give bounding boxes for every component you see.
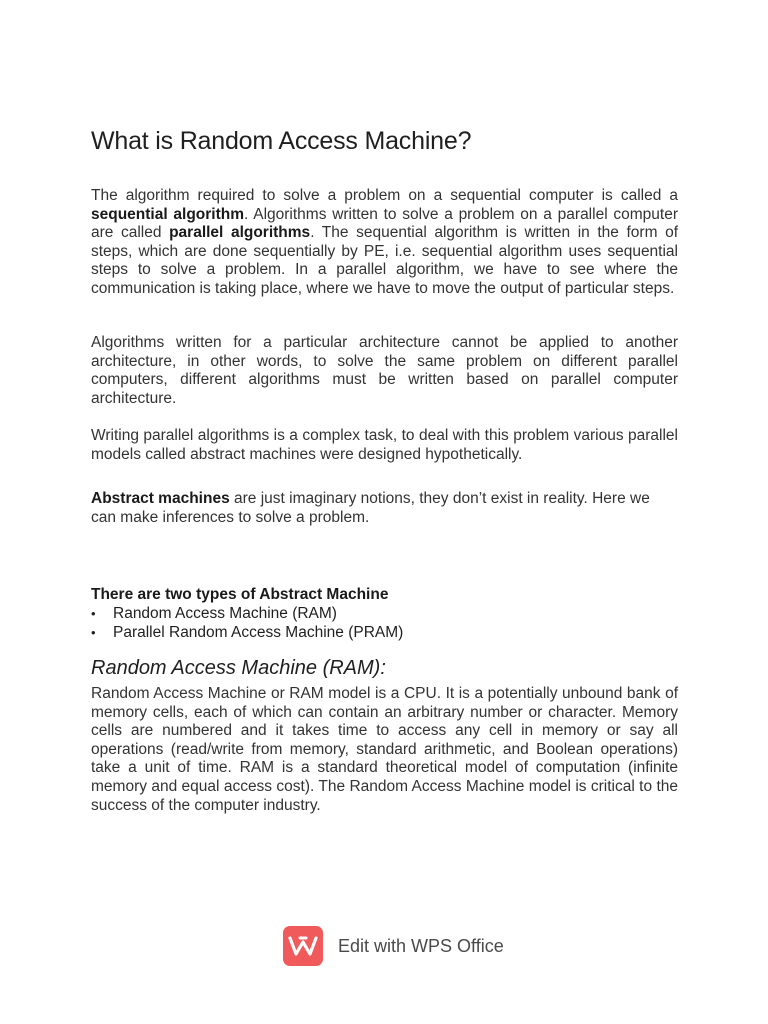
wps-edit-banner[interactable] — [283, 926, 504, 966]
ram-heading: Random Access Machine (RAM): — [91, 657, 386, 679]
types-list — [91, 605, 403, 642]
list-item: • Parallel Random Access Machine (PRAM) — [91, 623, 404, 641]
wps-logo-icon[interactable] — [283, 926, 323, 966]
wps-edit-label[interactable]: Edit with WPS Office — [338, 935, 504, 956]
term-sequential-algorithm: sequential algorithm — [91, 205, 245, 223]
bullet-icon: • — [91, 624, 96, 640]
list-item: • Random Access Machine (RAM) — [91, 605, 337, 622]
abstract-machines-paragraph: Abstract machines are just imaginary notions, they don’t exist in reality. Here we can make inferences to solve a problem. — [91, 490, 650, 526]
page-title: What is Random Access Machine? — [91, 127, 472, 155]
bullet-icon: • — [91, 606, 96, 621]
intro-paragraph: The algorithm required to solve a problem on a sequential computer is called a sequential algorithm. Algorithms written to solve a problem on a parallel computer are called parallel algorithms. The sequential algorithm is written in the form of steps, which are done sequentially by PE, i.e. sequential algorithm uses sequential steps to solve a problem. In a parallel algorithm, we have to see where the communication is taking place, where we have to move the output of particular steps. — [91, 187, 678, 297]
term-abstract-machines: Abstract machines — [91, 490, 230, 507]
wps-w-glyph-icon — [288, 935, 318, 957]
term-parallel-algorithms: parallel algorithms — [169, 224, 311, 242]
complexity-paragraph: Writing parallel algorithms is a complex task, to deal with this problem various parallel models called abstract machines were designed hypothetically. — [91, 427, 678, 463]
architecture-paragraph: Algorithms written for a particular architecture cannot be applied to another architecture, in other words, to solve the same problem on different parallel computers, different algorithms must be written based on parallel computer architecture. — [91, 334, 678, 407]
ram-paragraph: Random Access Machine or RAM model is a CPU. It is a potentially unbound bank of memory cells, each of which can contain an arbitrary number or character. Memory cells are numbered and it takes time to access any cell in memory or say all operations (read/write from memory, standard arithmetic, and Boolean operations) take a unit of time. RAM is a standard theoretical model of computation (infinite memory and equal access cost). The Random Access Machine model is critical to the success of the computer industry. — [91, 685, 678, 814]
types-heading: There are two types of Abstract Machine — [91, 586, 389, 603]
